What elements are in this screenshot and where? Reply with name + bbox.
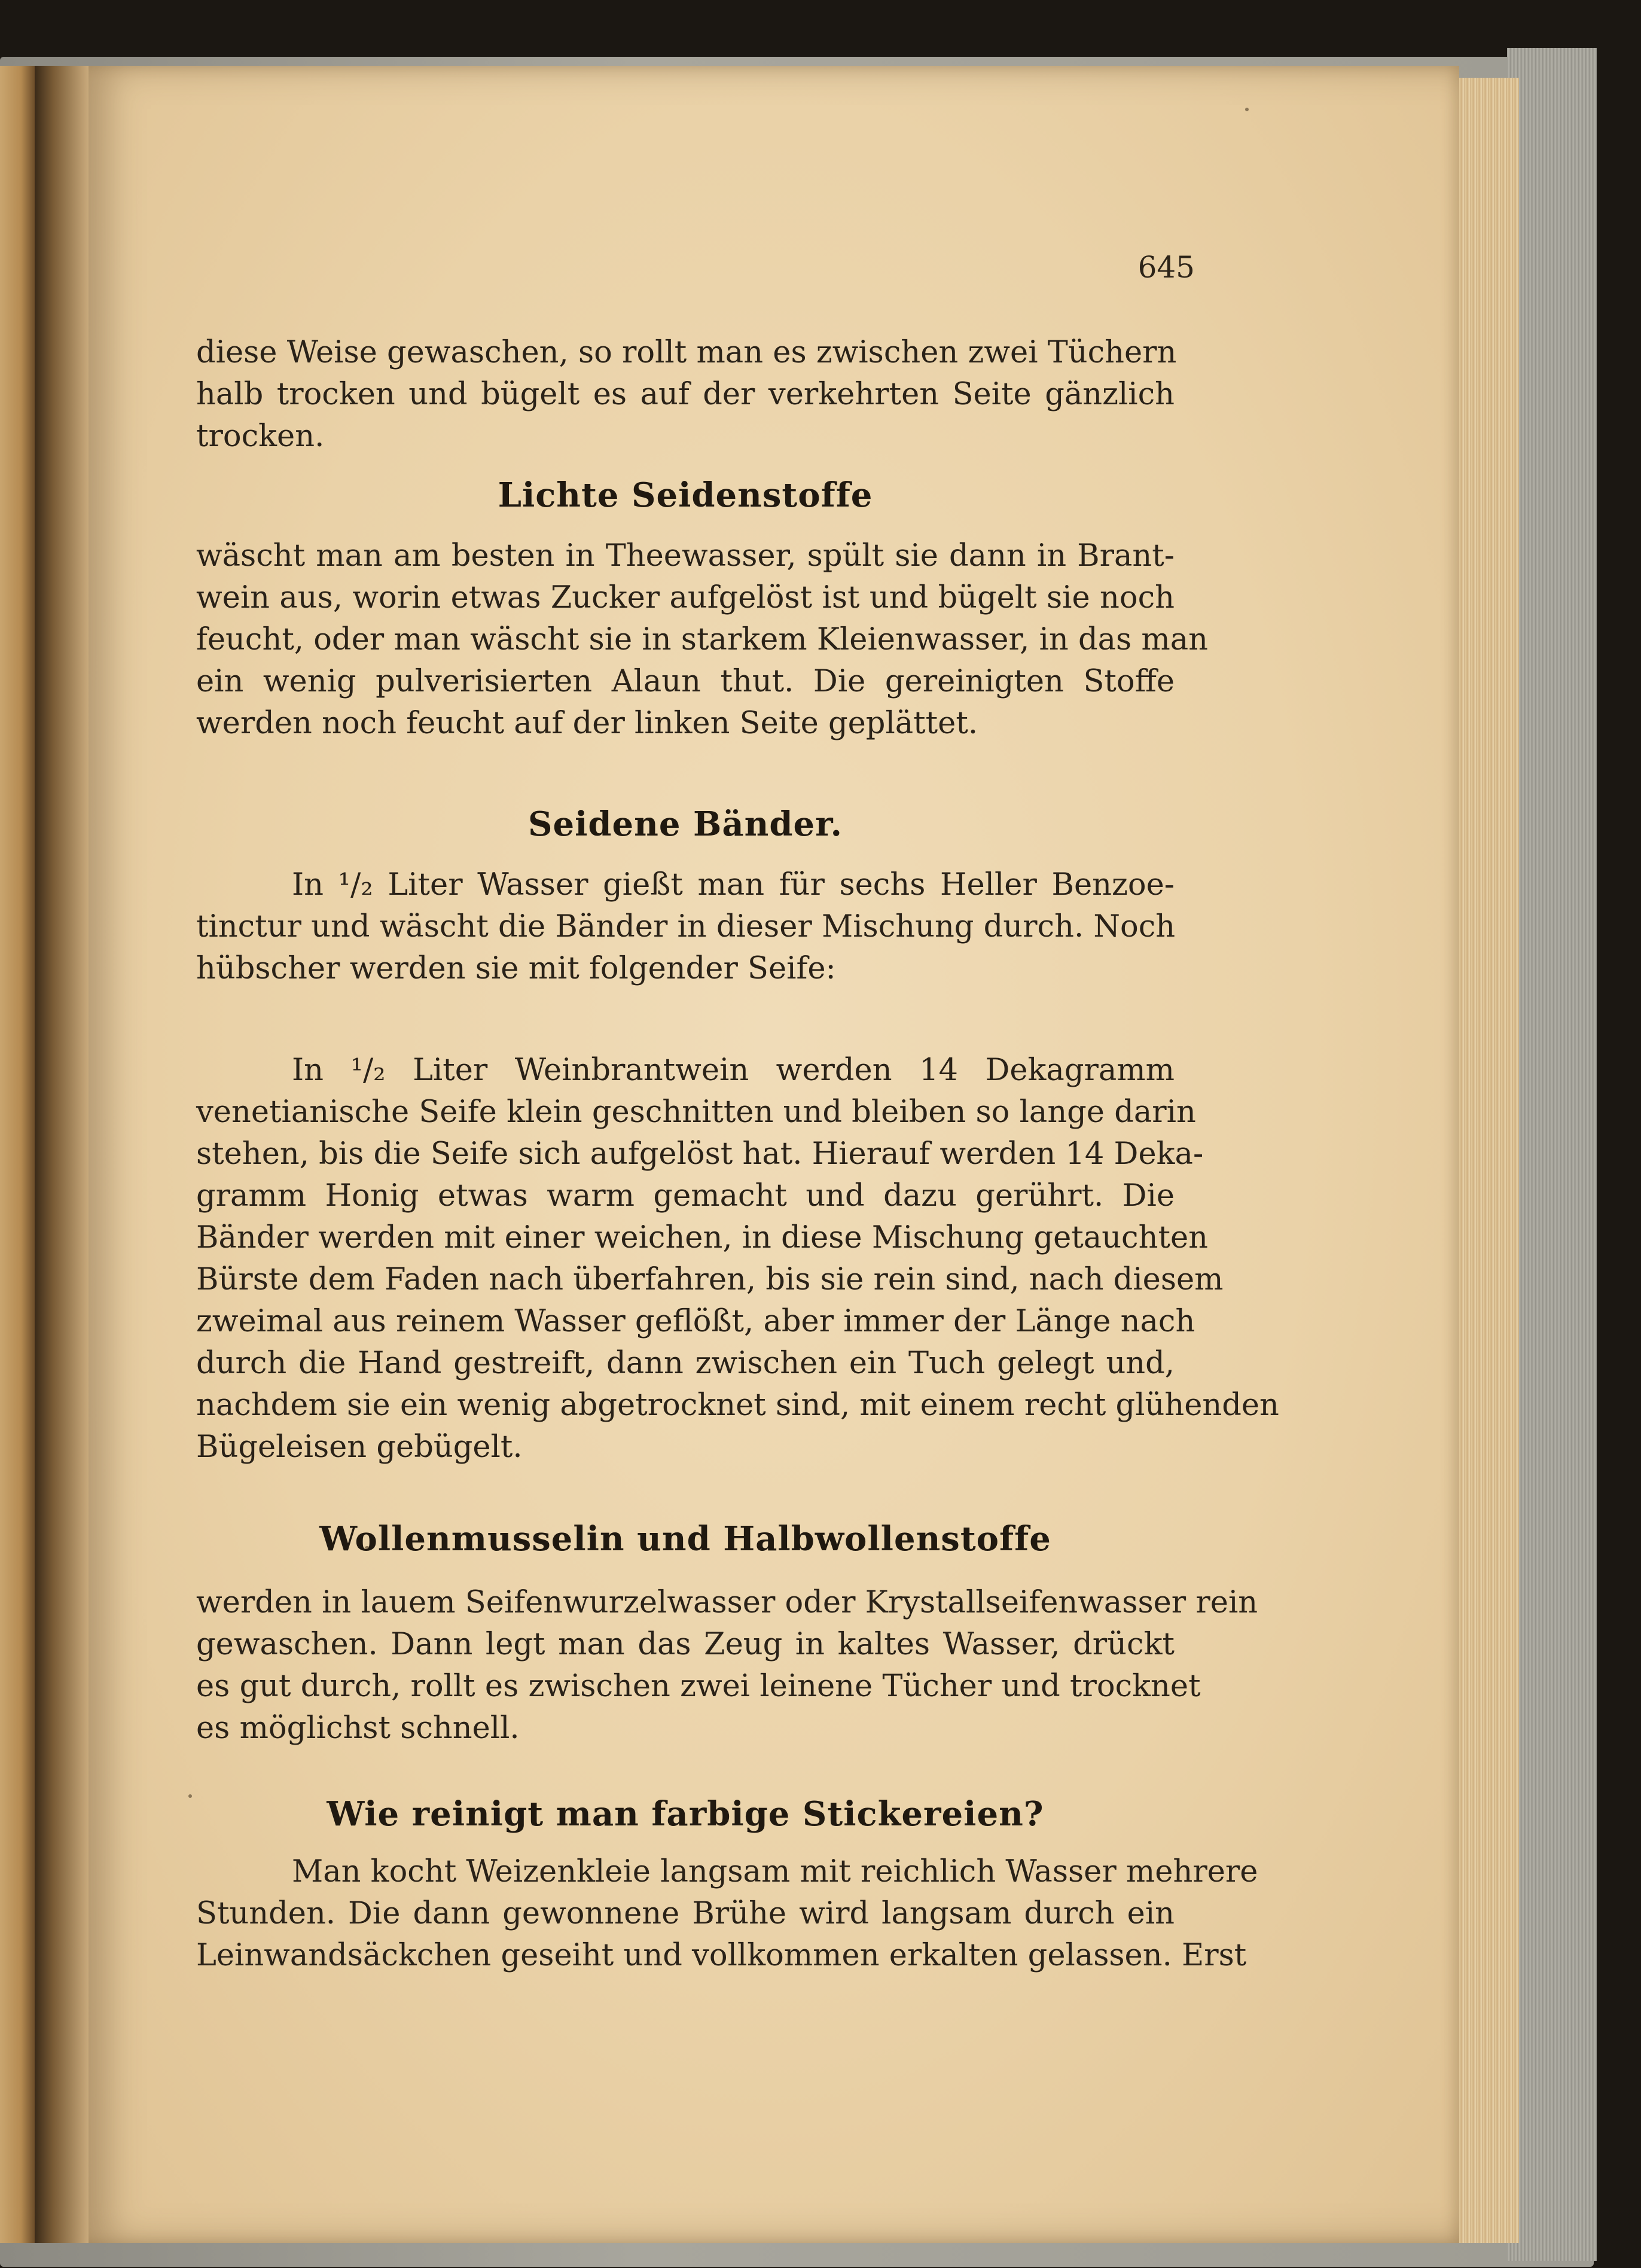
text-line: Bürste dem Faden nach überfahren, bis sie rein sind, nach diesem xyxy=(196,1262,1224,1297)
text-line: wäscht man am besten in Theewasser, spült sie dann in Brant- xyxy=(196,538,1175,574)
paragraph-wollenmusselin xyxy=(196,1582,1258,1749)
text-line: es möglichst schnell. xyxy=(196,1711,520,1746)
left-page-sliver xyxy=(0,66,35,2243)
text-line: es gut durch, rollt es zwischen zwei leinene Tücher und trocknet xyxy=(196,1669,1201,1704)
text-line: nachdem sie ein wenig abgetrocknet sind, mit einem recht glühenden xyxy=(196,1388,1279,1423)
intro-paragraph xyxy=(196,332,1175,458)
heading-seidene-baender: Seidene Bänder. xyxy=(528,804,843,844)
paragraph-lichte-seidenstoffe xyxy=(196,535,1209,745)
heading-wollenmusselin: Wollenmusselin und Halbwollenstoffe xyxy=(319,1519,1051,1559)
text-line: Man kocht Weizenkleie langsam mit reichlich Wasser mehrere xyxy=(292,1854,1258,1889)
text-line: ein wenig pulverisierten Alaun thut. Die gereinigten Stoffe xyxy=(196,664,1175,699)
paragraph-seidene-baender-2 xyxy=(196,1050,1279,1468)
page-gutter xyxy=(35,66,89,2243)
text-line: zweimal aus reinem Wasser geflößt, aber immer der Länge nach xyxy=(196,1304,1195,1339)
text-line: gramm Honig etwas warm gemacht und dazu gerührt. Die xyxy=(196,1178,1175,1214)
page-number: 645 xyxy=(1137,250,1195,285)
paragraph-seidene-baender-1 xyxy=(196,864,1175,990)
text-line: Bügeleisen gebügelt. xyxy=(196,1429,523,1465)
text-line: trocken. xyxy=(196,419,325,454)
text-line: Bänder werden mit einer weichen, in diese Mischung getauchten xyxy=(196,1220,1208,1255)
text-line: diese Weise gewaschen, so rollt man es zwischen zwei Tüchern xyxy=(196,335,1177,370)
text-line: hübscher werden sie mit folgender Seife: xyxy=(196,951,836,986)
text-line: Leinwandsäckchen geseiht und vollkommen erkalten gelassen. Erst xyxy=(196,1938,1247,1973)
text-line: tinctur und wäscht die Bänder in dieser Mischung durch. Noch xyxy=(196,909,1176,944)
text-line: Stunden. Die dann gewonnene Brühe wird langsam durch ein xyxy=(196,1896,1175,1931)
heading-lichte-seidenstoffe: Lichte Seidenstoffe xyxy=(498,475,873,515)
text-line: venetianische Seife klein geschnitten und bleiben so lange darin xyxy=(196,1095,1196,1130)
paper-speck xyxy=(188,1794,192,1798)
text-line: durch die Hand gestreift, dann zwischen ein Tuch gelegt und, xyxy=(196,1346,1175,1381)
text-line: stehen, bis die Seife sich aufgelöst hat. Hierauf werden 14 Deka- xyxy=(196,1136,1204,1172)
text-line: werden noch feucht auf der linken Seite geplättet. xyxy=(196,706,978,741)
book-spine-edge xyxy=(1507,48,1597,2261)
paper-speck xyxy=(1245,108,1249,111)
text-line: wein aus, worin etwas Zucker aufgelöst ist und bügelt sie noch xyxy=(196,580,1175,615)
heading-farbige-stickereien: Wie reinigt man farbige Stickereien? xyxy=(327,1794,1044,1834)
text-line: gewaschen. Dann legt man das Zeug in kaltes Wasser, drückt xyxy=(196,1627,1175,1662)
text-line: In ¹/₂ Liter Weinbrantwein werden 14 Dekagramm xyxy=(292,1053,1175,1088)
paragraph-farbige-stickereien xyxy=(196,1851,1258,1977)
text-line: In ¹/₂ Liter Wasser gießt man für sechs Heller Benzoe- xyxy=(292,867,1175,903)
text-line: halb trocken und bügelt es auf der verkehrten Seite gänzlich xyxy=(196,377,1175,412)
text-line: werden in lauem Seifenwurzelwasser oder Krystallseifenwasser rein xyxy=(196,1585,1258,1620)
text-line: feucht, oder man wäscht sie in starkem Kleienwasser, in das man xyxy=(196,622,1209,657)
